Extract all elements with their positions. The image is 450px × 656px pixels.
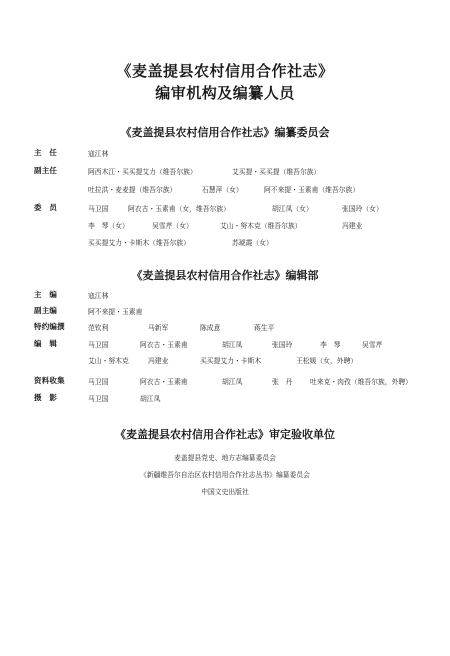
editor-name: 李 琴 (320, 341, 341, 349)
deputy-director-name: 阿不来提・玉素甫（维吾尔族） (264, 186, 360, 194)
special-editor-name: 陈成意 (200, 324, 221, 332)
editor-name: 张国玲 (272, 341, 293, 349)
special-editor-label: 特约编撰 (34, 322, 65, 331)
photographer-name: 胡江凤 (140, 395, 161, 403)
main-title-line2: 编审机构及编纂人员 (155, 84, 295, 102)
review-org: 中国文史出版社 (201, 488, 249, 496)
member-label: 委 员 (34, 203, 58, 212)
editorial-title: 《麦盖提县农村信用合作社志》编辑部 (131, 269, 319, 282)
special-editor-name: 范钦利 (88, 324, 109, 332)
member-name: 阿衣古・玉素甫（女，维吾尔族） (128, 205, 230, 213)
director-label: 主 任 (34, 148, 58, 157)
deputy-editor-label: 副主编 (34, 306, 58, 315)
deputy-director-name: 阿西木江・买买提艾力（维吾尔族） (88, 168, 197, 176)
editor-name: 马卫国 (88, 341, 109, 349)
collector-name: 胡江凤 (222, 378, 243, 386)
editor-name: 冯建业 (148, 357, 169, 365)
editor-name: 吴雪芹 (362, 341, 383, 349)
main-title-line1: 《麦盖提县农村信用合作社志》 (116, 62, 334, 80)
member-name: 苏琥霞（女） (232, 239, 273, 247)
member-name: 冯建业 (342, 222, 363, 230)
editor-name: 胡江凤 (222, 341, 243, 349)
editor-name: 阿衣古・玉素甫 (140, 341, 188, 349)
collector-name: 马卫国 (88, 378, 109, 386)
collector-name: 吐来克・肉孜（维吾尔族，外聘） (310, 378, 412, 386)
director-name: 寇江林 (88, 150, 109, 158)
member-name: 买买提艾力・卡斯木（维吾尔族） (88, 239, 190, 247)
review-org: 麦盖提县党史、地方志编纂委员会 (174, 454, 276, 462)
member-name: 马卫国 (88, 205, 109, 213)
deputy-director-label: 副主任 (34, 166, 58, 175)
editor-name: 王松媛（女，外聘） (296, 357, 358, 365)
chief-editor-name: 寇江林 (88, 292, 109, 300)
committee-title: 《麦盖提县农村信用合作社志》编纂委员会 (120, 126, 330, 139)
deputy-director-name: 吐拉洪・麦麦提（维吾尔族） (88, 186, 177, 194)
special-editor-name: 马新军 (148, 324, 169, 332)
member-name: 张国玲（女） (342, 205, 383, 213)
member-name: 胡江凤（女） (272, 205, 313, 213)
collector-name: 张 丹 (272, 378, 293, 386)
special-editor-name: 蒋生平 (254, 324, 275, 332)
chief-editor-label: 主 编 (34, 290, 58, 299)
deputy-director-name: 石慧萍（女） (202, 186, 243, 194)
member-name: 艾山・努木克（维吾尔族） (220, 222, 302, 230)
editor-name: 艾山・努木克 (88, 357, 129, 365)
member-name: 吴雪芹（女） (152, 222, 193, 230)
deputy-director-name: 艾买提・买买提（维吾尔族） (232, 168, 321, 176)
review-title: 《麦盖提县农村信用合作社志》审定验收单位 (115, 428, 335, 441)
photographer-name: 马卫国 (88, 395, 109, 403)
member-name: 李 琴（女） (88, 222, 129, 230)
deputy-editor-name: 阿不来提・玉素甫 (88, 308, 143, 316)
photography-label: 摄 影 (34, 393, 58, 402)
review-org: 《新疆维吾尔自治区农村信用合作社志丛书》编纂委员会 (140, 471, 310, 479)
editors-label: 编 辑 (34, 339, 58, 348)
editor-name: 买买提艾力・卡斯木 (200, 357, 262, 365)
collector-name: 阿衣古・玉素甫 (140, 378, 188, 386)
data-collection-label: 资料收集 (34, 376, 65, 385)
